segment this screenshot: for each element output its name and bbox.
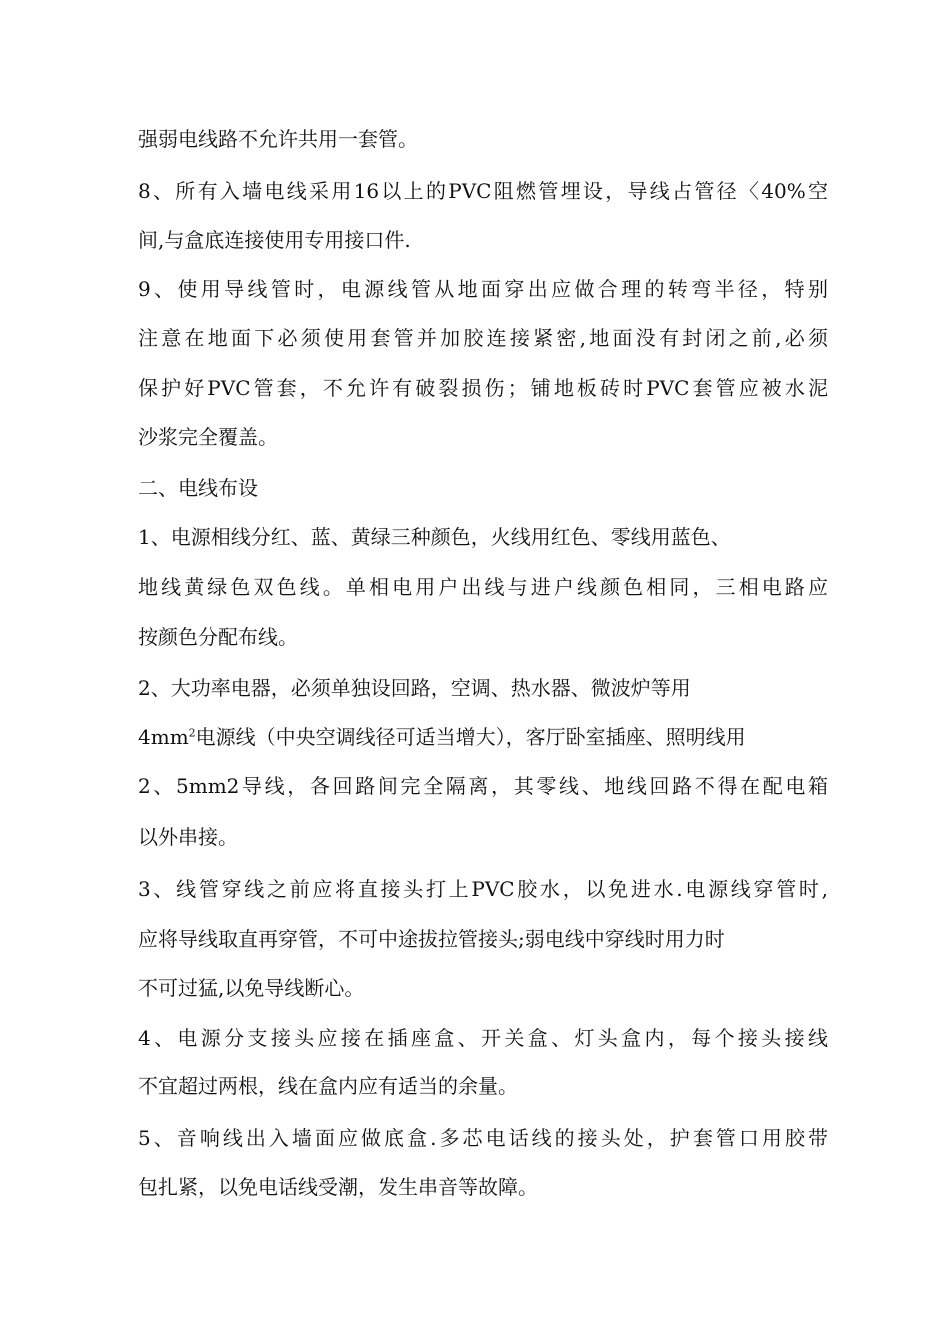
text-line: 以外串接。 [138, 825, 238, 849]
text-line: 4、电源分支接头应接在插座盒、开关盒、灯头盒内，每个接头接线 [138, 1026, 828, 1050]
text-line: 1、电源相线分红、蓝、黄绿三种颜色，火线用红色、零线用蓝色、 [138, 525, 731, 549]
text-line: 不宜超过两根，线在盒内应有适当的余量。 [138, 1074, 518, 1098]
section-heading: 二、电线布设 [138, 476, 258, 500]
text-line: 地线黄绿色双色线。单相电用户出线与进户线颜色相同，三相电路应 [138, 575, 828, 599]
text-line: 沙浆完全覆盖。 [138, 425, 278, 449]
text-line-rest: 电源线（中央空调线径可适当增大），客厅卧室插座、照明线用 [195, 725, 746, 749]
text-line: 3、线管穿线之前应将直接头打上PVC胶水，以免进水.电源线穿管时, [138, 877, 828, 901]
unit-superscript: 2 [188, 726, 196, 740]
text-line: 注意在地面下必须使用套管并加胶连接紧密,地面没有封闭之前,必须 [138, 326, 828, 350]
text-line-with-unit [138, 722, 828, 752]
text-line: 2、大功率电器，必须单独设回路，空调、热水器、微波炉等用 [138, 676, 691, 700]
text-line: 间,与盒底连接使用专用接口件. [138, 228, 411, 252]
text-line: 9、使用导线管时，电源线管从地面穿出应做合理的转弯半径，特别 [138, 277, 828, 301]
text-line: 包扎紧，以免电话线受潮，发生串音等故障。 [138, 1175, 538, 1199]
text-line: 5、音响线出入墙面应做底盒.多芯电话线的接头处，护套管口用胶带 [138, 1126, 828, 1150]
text-line: 2、5mm2导线，各回路间完全隔离，其零线、地线回路不得在配电箱 [138, 774, 828, 798]
text-line: 按颜色分配布线。 [138, 625, 298, 649]
text-line: 强弱电线路不允许共用一套管。 [138, 127, 418, 151]
text-line: 不可过猛,以免导线断心。 [138, 976, 365, 1000]
text-line: 8、所有入墙电线采用16以上的PVC阻燃管埋设，导线占管径〈40%空 [138, 179, 828, 203]
unit-prefix: 4mm [138, 725, 189, 749]
text-line: 保护好PVC管套，不允许有破裂损伤；铺地板砖时PVC套管应被水泥 [138, 376, 828, 400]
text-line: 应将导线取直再穿管，不可中途拔拉管接头;弱电线中穿线时用力时 [138, 927, 725, 951]
